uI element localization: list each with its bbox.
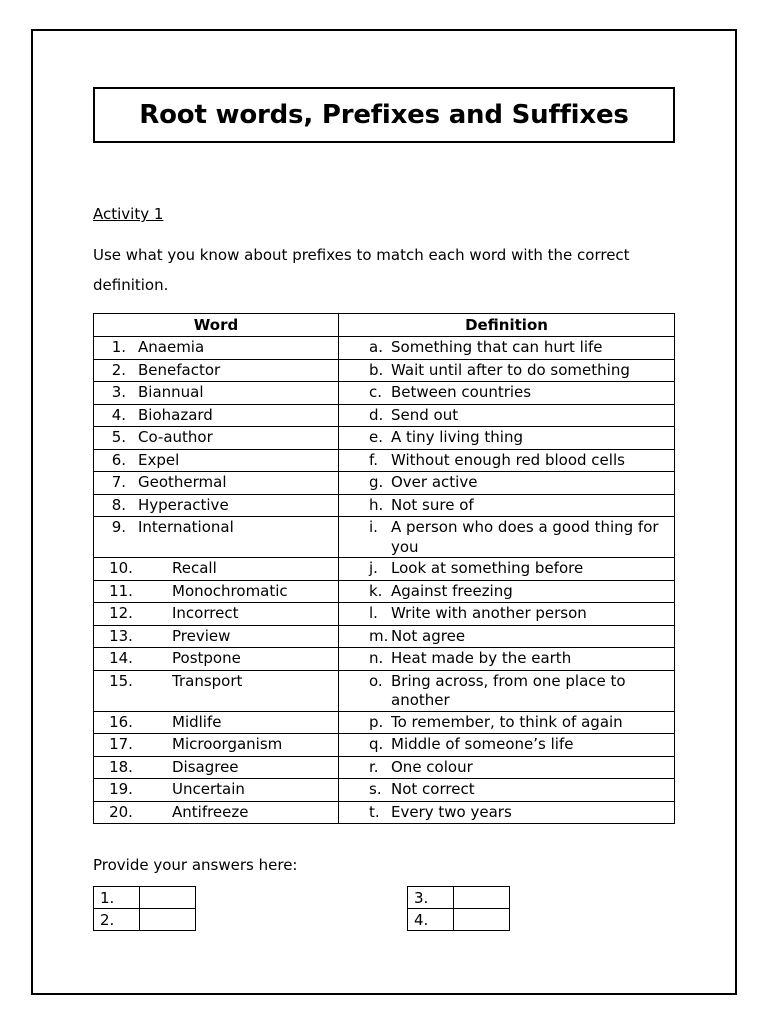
definition-cell	[339, 427, 675, 450]
table-row	[94, 382, 675, 405]
word-text: Anaemia	[138, 338, 205, 356]
word-number: 20.	[109, 802, 133, 821]
table-row	[94, 711, 675, 734]
word-cell	[94, 558, 339, 581]
definition-text: Send out	[391, 405, 459, 424]
definition-letter: g.	[369, 473, 384, 491]
answer-box-left	[93, 886, 196, 931]
table-row	[94, 734, 675, 757]
definition-text: Something that can hurt life	[391, 338, 603, 356]
definition-letter: o.	[369, 671, 383, 690]
table-row	[94, 337, 675, 360]
definition-cell	[339, 494, 675, 517]
table-row	[94, 404, 675, 427]
word-number: 11.	[109, 581, 133, 600]
definition-cell	[339, 711, 675, 734]
word-cell	[94, 494, 339, 517]
answer-number: 1.	[94, 887, 140, 909]
answers-label: Provide your answers here:	[93, 856, 298, 874]
definition-cell	[339, 734, 675, 757]
definition-text: One colour	[391, 757, 473, 776]
definition-letter: h.	[369, 495, 384, 514]
answer-number: 3.	[408, 887, 454, 909]
table-row	[94, 756, 675, 779]
definition-text: Between countries	[391, 383, 532, 401]
word-text: Biohazard	[138, 405, 213, 424]
definition-text: Heat made by the earth	[391, 649, 572, 667]
definition-text: A tiny living thing	[391, 428, 523, 446]
definition-text: To remember, to think of again	[391, 712, 623, 731]
table-row	[94, 625, 675, 648]
definition-cell	[339, 382, 675, 405]
definition-text: Wait until after to do something	[391, 360, 630, 379]
definition-cell	[339, 404, 675, 427]
word-number: 16.	[109, 712, 133, 731]
definition-letter: j.	[369, 559, 378, 577]
definition-cell	[339, 337, 675, 360]
definition-letter: b.	[369, 360, 384, 379]
table-row	[94, 558, 675, 581]
word-number: 6.	[111, 450, 126, 469]
definition-letter: q.	[369, 735, 384, 753]
table-row	[94, 472, 675, 495]
word-number: 7.	[111, 473, 126, 491]
word-number: 8.	[111, 495, 126, 514]
word-number: 2.	[111, 360, 126, 379]
word-cell	[94, 756, 339, 779]
definition-text: Every two years	[391, 802, 512, 821]
definition-letter: m.	[369, 626, 389, 645]
word-number: 3.	[111, 383, 126, 401]
definition-letter: f.	[369, 450, 378, 469]
definition-cell	[339, 648, 675, 671]
word-number: 10.	[109, 559, 133, 577]
table-row	[94, 779, 675, 802]
word-cell	[94, 449, 339, 472]
definition-letter: c.	[369, 383, 383, 401]
word-text: Biannual	[138, 383, 204, 401]
definition-letter: i.	[369, 518, 378, 536]
header-word: Word	[94, 314, 339, 337]
answer-field[interactable]	[454, 909, 510, 931]
definition-letter: k.	[369, 581, 383, 600]
word-text: Microorganism	[172, 735, 283, 753]
definition-cell	[339, 670, 675, 711]
definition-cell	[339, 756, 675, 779]
word-cell	[94, 603, 339, 626]
definition-letter: l.	[369, 604, 378, 622]
word-cell	[94, 517, 339, 558]
header-definition: Definition	[339, 314, 675, 337]
definition-text: A person who does a good thing for you	[391, 518, 659, 556]
table-row	[94, 801, 675, 824]
word-text: Co-author	[138, 428, 213, 446]
definition-letter: t.	[369, 802, 380, 821]
word-cell	[94, 801, 339, 824]
definition-text: Write with another person	[391, 604, 587, 622]
word-cell	[94, 779, 339, 802]
definition-cell	[339, 517, 675, 558]
definition-letter: d.	[369, 405, 384, 424]
word-cell	[94, 337, 339, 360]
word-text: Expel	[138, 450, 180, 469]
word-text: Transport	[172, 671, 243, 690]
definition-cell	[339, 580, 675, 603]
word-text: Recall	[172, 559, 217, 577]
definition-text: Without enough red blood cells	[391, 450, 625, 469]
definition-letter: a.	[369, 338, 383, 356]
matching-table	[93, 313, 675, 824]
word-cell	[94, 580, 339, 603]
word-number: 15.	[109, 671, 133, 690]
definition-cell	[339, 449, 675, 472]
definition-letter: r.	[369, 757, 379, 776]
word-number: 14.	[109, 649, 133, 667]
title-box	[93, 87, 675, 143]
definition-cell	[339, 472, 675, 495]
definition-cell	[339, 625, 675, 648]
definition-text: Middle of someone’s life	[391, 735, 574, 753]
instructions: Use what you know about prefixes to match each word with the correct definition.	[93, 246, 630, 294]
definition-cell	[339, 603, 675, 626]
table-row	[94, 580, 675, 603]
word-text: Incorrect	[172, 604, 239, 622]
table-row	[94, 449, 675, 472]
word-cell	[94, 359, 339, 382]
word-cell	[94, 648, 339, 671]
word-text: Monochromatic	[172, 581, 288, 600]
word-number: 4.	[111, 405, 126, 424]
word-cell	[94, 472, 339, 495]
definition-text: Against freezing	[391, 581, 513, 600]
word-number: 13.	[109, 626, 133, 645]
word-cell	[94, 670, 339, 711]
answer-number: 2.	[94, 909, 140, 931]
word-cell	[94, 711, 339, 734]
table-row	[94, 494, 675, 517]
word-cell	[94, 404, 339, 427]
definition-cell	[339, 801, 675, 824]
word-text: Antifreeze	[172, 802, 249, 821]
definition-letter: n.	[369, 649, 384, 667]
definition-letter: e.	[369, 428, 383, 446]
definition-text: Not sure of	[391, 495, 474, 514]
definition-text: Bring across, from one place to another	[391, 671, 626, 709]
word-number: 19.	[109, 780, 133, 798]
answer-number: 4.	[408, 909, 454, 931]
definition-text: Over active	[391, 473, 478, 491]
definition-text: Not correct	[391, 780, 475, 798]
definition-letter: p.	[369, 712, 384, 731]
definition-cell	[339, 779, 675, 802]
word-number: 5.	[111, 428, 126, 446]
word-cell	[94, 427, 339, 450]
definition-text: Not agree	[391, 626, 466, 645]
word-number: 12.	[109, 604, 133, 622]
word-text: Geothermal	[138, 473, 227, 491]
definition-letter: s.	[369, 780, 382, 798]
word-number: 17.	[109, 735, 133, 753]
word-cell	[94, 382, 339, 405]
word-number: 18.	[109, 757, 133, 776]
word-text: Disagree	[172, 757, 239, 776]
word-number: 1.	[111, 338, 126, 356]
table-row	[94, 517, 675, 558]
definition-cell	[339, 359, 675, 382]
table-row	[94, 670, 675, 711]
word-text: International	[138, 518, 234, 536]
word-cell	[94, 734, 339, 757]
page-title: Root words, Prefixes and Suffixes	[139, 100, 629, 130]
word-number: 9.	[111, 518, 126, 536]
answer-box-right	[407, 886, 510, 931]
word-text: Hyperactive	[138, 495, 229, 514]
answer-field[interactable]	[454, 887, 510, 909]
word-text: Benefactor	[138, 360, 221, 379]
word-cell	[94, 625, 339, 648]
definition-text: Look at something before	[391, 559, 584, 577]
table-row	[94, 427, 675, 450]
table-row	[94, 603, 675, 626]
table-row	[94, 648, 675, 671]
activity-heading: Activity 1	[93, 205, 164, 223]
word-text: Preview	[172, 626, 231, 645]
answer-field[interactable]	[140, 887, 196, 909]
answer-field[interactable]	[140, 909, 196, 931]
word-text: Uncertain	[172, 780, 245, 798]
word-text: Postpone	[172, 649, 241, 667]
word-text: Midlife	[172, 712, 222, 731]
table-row	[94, 359, 675, 382]
definition-cell	[339, 558, 675, 581]
